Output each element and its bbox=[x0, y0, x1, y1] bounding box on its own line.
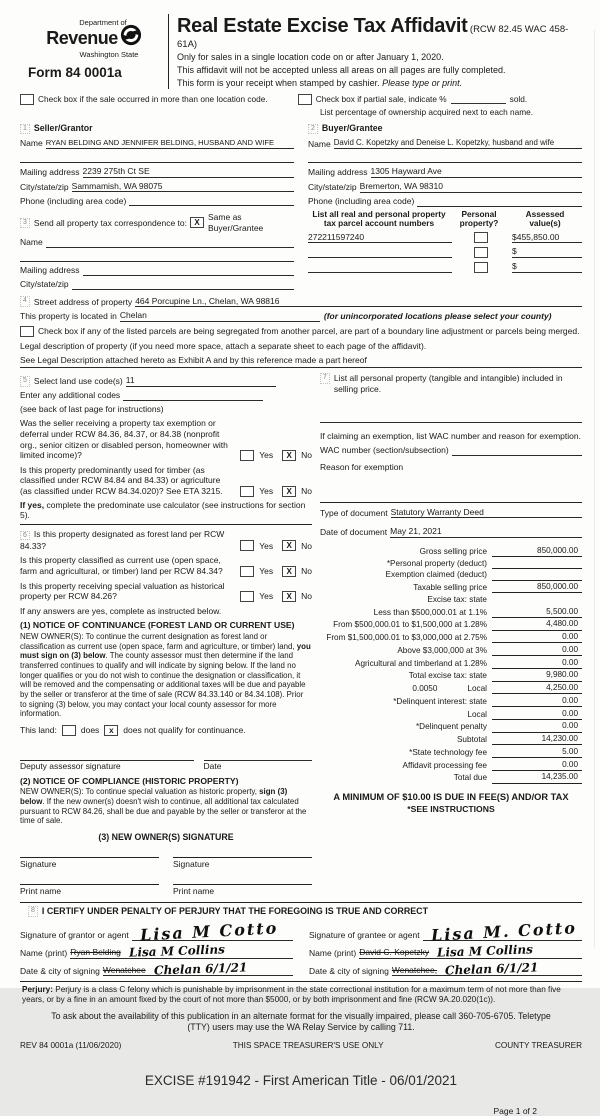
correspondence-label: Send all property tax correspondence to: bbox=[33, 217, 187, 228]
grantor-signature-field[interactable] bbox=[132, 918, 293, 945]
personal-property-checkbox[interactable] bbox=[474, 247, 488, 258]
exemption-yes-checkbox[interactable] bbox=[240, 450, 254, 461]
minimum-due-note: A MINIMUM OF $10.00 IS DUE IN FEE(S) AND/OR TAX bbox=[333, 791, 569, 802]
personal-property-note: List all personal property (tangible and intangible) included in selling price. bbox=[333, 373, 563, 394]
seller-mailing-label: Mailing address bbox=[20, 167, 80, 178]
additional-codes-label: Enter any additional codes bbox=[20, 390, 121, 401]
certification-section bbox=[20, 902, 582, 976]
title-block bbox=[168, 14, 582, 89]
tax-amount-field[interactable]: 5.00 bbox=[492, 747, 582, 758]
ownership-note: List percentage of ownership acquired next to each name. bbox=[320, 107, 534, 118]
tax-row: *Personal property (deduct) bbox=[320, 559, 582, 569]
located-in-field[interactable]: Chelan bbox=[120, 310, 320, 322]
reason-exemption-label: Reason for exemption bbox=[320, 462, 582, 503]
seller-grantor-section bbox=[20, 123, 294, 289]
question-current-use: Is this property classified as current use (open space, farm and agricultural, or timber) land per RCW 84.34? Yes X No bbox=[20, 555, 312, 576]
owner-signature-1-field[interactable]: Signature bbox=[20, 857, 159, 870]
tax-amount-field[interactable]: 14,230.00 bbox=[492, 734, 582, 745]
notice-continuance-title: (1) NOTICE OF CONTINUANCE (FOREST LAND OR CURRENT USE) bbox=[20, 620, 295, 631]
buyer-grantee-section bbox=[308, 123, 582, 289]
tax-row: From $1,500,000.01 to $3,000,000 at 2.75% 0.00 bbox=[320, 632, 582, 643]
tax-row: Affidavit processing fee 0.00 bbox=[320, 760, 582, 771]
any-yes-note: If any answers are yes, complete as instructed below. bbox=[20, 605, 222, 616]
assessor-date-label: Date bbox=[203, 760, 222, 771]
segregated-label: Check box if any of the listed parcels are being segregated from another parcel, are part of a boundary line adjustment or parcels being merged. bbox=[38, 326, 580, 337]
owner-print-name-2-field[interactable]: Print name bbox=[173, 884, 312, 897]
buyer-name-field-2[interactable] bbox=[308, 152, 582, 163]
tax-row: *Delinquent interest: state 0.00 bbox=[320, 696, 582, 707]
seller-name-label: Name bbox=[20, 138, 43, 149]
parcel-number-field[interactable] bbox=[308, 272, 452, 273]
section-number-6: 6 bbox=[20, 531, 30, 540]
buyer-city-field[interactable]: Bremerton, WA 98310 bbox=[360, 181, 582, 193]
section-number-2: 2 bbox=[308, 124, 318, 135]
tax-section bbox=[320, 373, 582, 896]
section-number-4: 4 bbox=[20, 296, 30, 307]
notice-compliance-title: (2) NOTICE OF COMPLIANCE (HISTORIC PROPERTY) bbox=[20, 775, 239, 786]
land-use-code-field[interactable]: 11 bbox=[126, 375, 276, 387]
tax-row: *State technology fee 5.00 bbox=[320, 747, 582, 758]
type-of-document-field[interactable]: Statutory Warranty Deed bbox=[391, 507, 582, 519]
correspondence-city-field[interactable] bbox=[72, 289, 294, 290]
header-note-2: This affidavit will not be accepted unless all areas on all pages are fully completed. bbox=[177, 65, 506, 76]
current-use-yes-checkbox[interactable] bbox=[240, 566, 254, 577]
exemption-no-checkbox[interactable]: X bbox=[282, 450, 296, 461]
section-number-7: 7 bbox=[320, 373, 330, 384]
parcel-row bbox=[308, 232, 582, 244]
tax-amount-field[interactable]: 0.00 bbox=[492, 645, 582, 656]
buyer-mailing-label: Mailing address bbox=[308, 167, 368, 178]
personal-property-checkbox[interactable] bbox=[474, 262, 488, 273]
continuance-qualify-row: This land: does x does not qualify for continuance. bbox=[20, 725, 246, 736]
treasurer-space-label: THIS SPACE TREASURER'S USE ONLY bbox=[232, 1040, 384, 1050]
type-of-document-label: Type of document bbox=[320, 507, 388, 518]
buyer-mailing-field[interactable]: 1305 Hayward Ave bbox=[371, 166, 582, 178]
parcel-number-field[interactable] bbox=[308, 257, 452, 258]
grantor-name-print-label: Name (print) bbox=[20, 947, 68, 958]
section-number-8: 8 bbox=[28, 906, 38, 917]
grantor-name-handwriting: Lisa M Collins bbox=[128, 942, 225, 960]
located-in-label: This property is located in bbox=[20, 311, 117, 322]
buyer-name-field[interactable]: David C. Kopetzky and Deneise L. Kopetzky, husband and wife bbox=[334, 137, 582, 149]
tax-row: From $500,000.01 to $1,500,000 at 1.28% 4,480.00 bbox=[320, 619, 582, 630]
section-number-1: 1 bbox=[20, 124, 30, 135]
dor-logo bbox=[20, 14, 168, 89]
tax-row: Total due 14,235.00 bbox=[320, 772, 582, 783]
county-note: (for unincorporated locations please select your county) bbox=[323, 311, 552, 322]
section-number-5: 5 bbox=[20, 376, 30, 387]
tax-row: Agricultural and timberland at 1.28% 0.00 bbox=[320, 658, 582, 669]
tax-row: Total excise tax: state 9,980.00 bbox=[320, 670, 582, 681]
accessibility-note: To ask about the availability of this publication in an alternate format for the visually impaired, please call 360-705-6705. Teletype (TTY) users may use the WA Relay Service by calling 711. bbox=[51, 1010, 551, 1032]
forest-no-checkbox[interactable]: X bbox=[282, 540, 296, 551]
correspondence-name-field-2[interactable] bbox=[20, 251, 294, 262]
owner-signature-2-field[interactable]: Signature bbox=[173, 857, 312, 870]
does-not-qualify-checkbox[interactable]: x bbox=[104, 725, 118, 736]
notice-compliance-text: NEW OWNER(S): To continue special valuation as historic property, sign (3) below. If the new owner(s) doesn't wish to continue, all additional tax calculated pursuant to RCW 84.26, shall be due and payable by the seller or transferor at the time of sale. bbox=[20, 787, 307, 826]
tax-amount-field[interactable] bbox=[492, 559, 582, 569]
assessed-value-field[interactable]: $455,850.00 bbox=[512, 232, 582, 244]
wac-number-field[interactable] bbox=[452, 455, 582, 456]
correspondence-name-field[interactable] bbox=[46, 247, 294, 248]
seller-phone-label: Phone (including area code) bbox=[20, 195, 127, 206]
tax-row: Exemption claimed (deduct) bbox=[320, 570, 582, 580]
grantee-date-city-label: Date & city of signing bbox=[309, 965, 389, 976]
legal-description-field[interactable]: See Legal Description attached hereto as Exhibit A and by this reference made a part hereof bbox=[20, 355, 582, 368]
page-title: Real Estate Excise Tax Affidavit bbox=[177, 15, 468, 37]
tax-amount-field[interactable]: 14,235.00 bbox=[492, 772, 582, 783]
tax-amount-field[interactable]: 4,480.00 bbox=[492, 619, 582, 630]
header-note-3: This form is your receipt when stamped by cashier. Please type or print. bbox=[177, 77, 463, 88]
buyer-phone-field[interactable] bbox=[417, 206, 582, 207]
timber-yes-checkbox[interactable] bbox=[240, 486, 254, 497]
seller-heading: Seller/Grantor bbox=[33, 123, 93, 134]
grantee-date-handwriting: Chelan 6/1/21 bbox=[444, 959, 539, 978]
same-as-buyer-checkbox[interactable]: X bbox=[190, 217, 204, 228]
tax-row: Less than $500,000.01 at 1.1% 5,500.00 bbox=[320, 607, 582, 618]
question-forest-land: 6 Is this property designated as forest land per RCW 84.33? Yes X No bbox=[20, 528, 312, 551]
additional-codes-field[interactable] bbox=[123, 400, 263, 401]
grantor-date-city-field[interactable]: Wenatchee Chelan 6/1/21 bbox=[103, 964, 293, 977]
grantee-signature-label: Signature of grantee or agent bbox=[309, 930, 420, 941]
multi-location-checkbox[interactable] bbox=[20, 94, 34, 105]
tax-row: Gross selling price 850,000.00 bbox=[320, 546, 582, 557]
tax-amount-field[interactable]: 850,000.00 bbox=[492, 582, 582, 593]
partial-sale-percent-field[interactable] bbox=[451, 95, 506, 104]
owner-print-name-1-field[interactable]: Print name bbox=[20, 884, 159, 897]
tax-amount-field[interactable]: 0.00 bbox=[492, 721, 582, 732]
tax-amount-field[interactable]: 850,000.00 bbox=[492, 546, 582, 557]
assessor-date-field[interactable] bbox=[204, 750, 312, 761]
tax-row: Excise tax: state bbox=[320, 595, 582, 605]
assessed-value-field[interactable]: $ bbox=[512, 261, 582, 273]
tax-amount-field[interactable]: 0.00 bbox=[492, 760, 582, 771]
tax-amount-field[interactable]: 0.00 bbox=[492, 709, 582, 720]
correspondence-city-label: City/state/zip bbox=[20, 278, 69, 289]
multi-location-label: Check box if the sale occurred in more than one location code. bbox=[38, 94, 268, 105]
date-of-document-label: Date of document bbox=[320, 527, 388, 538]
grantor-date-city-label: Date & city of signing bbox=[20, 965, 100, 976]
correspondence-mailing-field[interactable] bbox=[83, 275, 294, 276]
parcel-table-header: List all real and personal property tax parcel account numbers Personal property? Assessed value(s) bbox=[312, 208, 565, 229]
same-as-buyer-label: Same as Buyer/Grantee bbox=[208, 212, 264, 233]
forest-yes-checkbox[interactable] bbox=[240, 540, 254, 551]
header-note-1: Only for sales in a single location code on or after January 1, 2020. bbox=[177, 52, 444, 63]
correspondence-name-label: Name bbox=[20, 236, 43, 247]
form-number: Form 84 0001a bbox=[28, 65, 122, 81]
page-number: Page 1 of 2 bbox=[493, 1105, 537, 1116]
does-qualify-checkbox[interactable] bbox=[62, 725, 76, 736]
dept-of-label: Department of bbox=[79, 18, 127, 27]
excise-stamp: EXCISE #191942 - First American Title - 06/01/2021 bbox=[144, 1072, 458, 1088]
tax-amount-field[interactable] bbox=[492, 596, 582, 605]
certify-heading: I CERTIFY UNDER PENALTY OF PERJURY THAT THE FOREGOING IS TRUE AND CORRECT bbox=[41, 906, 428, 917]
grantee-certification bbox=[309, 920, 582, 976]
parcel-row bbox=[308, 261, 582, 273]
parcel-row bbox=[308, 246, 582, 258]
tax-row: Taxable selling price 850,000.00 bbox=[320, 582, 582, 593]
rcw-code: (RCW 82.45 WAC 458-61A) bbox=[177, 24, 569, 50]
partial-sale-sold-label: sold. bbox=[509, 94, 528, 105]
grantee-signature-handwriting: Lisa M. Cotto bbox=[430, 918, 577, 946]
new-owner-signature-rows bbox=[20, 857, 312, 896]
question-timber: Is this property predominantly used for timber (as classified under RCW 84.84 and 84.33) or agriculture (as classified under RCW 84.34.020)? See ETA 3215. Yes X No bbox=[20, 464, 312, 497]
date-of-document-field[interactable]: May 21, 2021 bbox=[390, 526, 582, 538]
perjury-note: Perjury: Perjury is a class C felony which is punishable by imprisonment in the state correctional institution for a maximum term of not more than five years, or by a fine in an amount fixed by the court of not more than $5000, or by both imprisonment and fine (RCW 9A.20.020(1c)). bbox=[20, 981, 582, 1006]
grantee-date-city-field[interactable]: Wenatchee, Chelan 6/1/21 bbox=[392, 964, 582, 977]
section-number-3: 3 bbox=[20, 218, 30, 229]
seller-city-label: City/state/zip bbox=[20, 181, 69, 192]
historic-no-checkbox[interactable]: X bbox=[282, 591, 296, 602]
buyer-heading: Buyer/Grantee bbox=[321, 123, 383, 134]
form-header bbox=[20, 14, 582, 89]
tax-amount-field[interactable]: 4,250.00 bbox=[492, 683, 582, 694]
current-use-no-checkbox[interactable]: X bbox=[282, 566, 296, 577]
tax-amount-field[interactable] bbox=[492, 571, 582, 581]
seller-mailing-field[interactable]: 2239 275th Ct SE bbox=[83, 166, 294, 178]
tax-table bbox=[320, 546, 582, 784]
grantor-certification bbox=[20, 920, 293, 976]
legal-description-label: Legal description of property (if you need more space, attach a separate sheet to each page of the affidavit). bbox=[20, 340, 427, 351]
instructions-note: (see back of last page for instructions) bbox=[20, 403, 164, 414]
tax-row: 0.0050 Local 4,250.00 bbox=[320, 683, 582, 694]
land-use-section bbox=[20, 373, 312, 896]
grantor-signature-handwriting: Lisa M Cotto bbox=[139, 918, 279, 945]
personal-property-field[interactable] bbox=[320, 412, 582, 423]
tax-amount-field[interactable]: 0.00 bbox=[492, 658, 582, 669]
top-checkbox-row bbox=[20, 94, 582, 105]
grantee-name-handwriting: Lisa M Collins bbox=[436, 942, 534, 960]
see-instructions-note: *SEE INSTRUCTIONS bbox=[407, 804, 495, 815]
grantor-signature-label: Signature of grantor or agent bbox=[20, 930, 129, 941]
street-address-label: Street address of property bbox=[33, 296, 133, 307]
tax-amount-field[interactable]: 0.00 bbox=[492, 696, 582, 707]
seller-name-field-2[interactable] bbox=[20, 152, 294, 163]
seller-phone-field[interactable] bbox=[129, 205, 294, 206]
predominate-use-note: If yes, complete the predominate use calculator (see instructions for section 5). bbox=[20, 500, 312, 525]
timber-no-checkbox[interactable]: X bbox=[282, 486, 296, 497]
tax-row: Above $3,000,000 at 3% 0.00 bbox=[320, 645, 582, 656]
partial-sale-label: Check box if partial sale, indicate % bbox=[315, 94, 447, 105]
buyer-name-label: Name bbox=[308, 138, 331, 149]
correspondence-mailing-label: Mailing address bbox=[20, 264, 80, 275]
grantee-name-print-field[interactable]: David C. Kopetzky Lisa M Collins bbox=[359, 946, 582, 959]
grantee-signature-field[interactable] bbox=[423, 918, 582, 946]
new-owner-signature-title: (3) NEW OWNER(S) SIGNATURE bbox=[98, 831, 234, 842]
tax-row: *Delinquent penalty 0.00 bbox=[320, 721, 582, 732]
tax-amount-field[interactable]: 0.00 bbox=[492, 632, 582, 643]
buyer-phone-label: Phone (including area code) bbox=[308, 195, 415, 206]
tax-row: Local 0.00 bbox=[320, 709, 582, 720]
grantor-date-handwriting: Chelan 6/1/21 bbox=[153, 959, 248, 978]
deputy-assessor-row bbox=[20, 750, 312, 772]
street-address-field[interactable]: 464 Porcupine Ln., Chelan, WA 98816 bbox=[135, 296, 582, 308]
buyer-city-label: City/state/zip bbox=[308, 181, 357, 192]
personal-property-checkbox[interactable] bbox=[474, 232, 488, 243]
question-historic: Is this property receiving special valuation as historical property per RCW 84.26? Yes X No bbox=[20, 580, 312, 602]
property-location-section bbox=[20, 296, 582, 369]
notice-continuance-text: NEW OWNER(S): To continue the current designation as forest land or classification as current use (open space, farm and agriculture, or timber) land, you must sign on (3) below. The county assessor must then determine if the land transferred continues to qualify and will indicate by signing below. If the land no longer qualifies or you do not wish to continue the designation or classification, it will be removed and the compensating or additional taxes will be due and payable by the seller or transferor at the time of sale (RCW 84.33.140 or 84.34.108). Prior to signing (3) below, you may contact your local county assessor for more information. bbox=[20, 632, 311, 719]
deputy-assessor-label: Deputy assessor signature bbox=[20, 760, 121, 771]
revenue-swirl-icon bbox=[120, 24, 142, 46]
footer-row bbox=[20, 1041, 582, 1051]
question-exemption: Was the seller receiving a property tax exemption or deferral under RCW 84.36, 84.37, or 84.38 (nonprofit org., senior citizen or disabled person, homeowner with limited income)? Yes X No bbox=[20, 418, 312, 461]
grantor-name-print-field[interactable]: Ryan Belding Lisa M Collins bbox=[70, 946, 293, 959]
historic-yes-checkbox[interactable] bbox=[240, 591, 254, 602]
washington-state-label: Washington State bbox=[79, 49, 139, 59]
partial-sale-checkbox[interactable] bbox=[298, 94, 312, 105]
parcel-number-field[interactable]: 272211597240 bbox=[308, 232, 452, 244]
segregated-checkbox[interactable] bbox=[20, 326, 34, 337]
wac-number-label: WAC number (section/subsection) bbox=[320, 445, 449, 456]
tax-amount-field[interactable]: 5,500.00 bbox=[492, 607, 582, 618]
tax-amount-field[interactable]: 9,980.00 bbox=[492, 670, 582, 681]
revenue-wordmark: Revenue bbox=[46, 28, 118, 49]
seller-name-field[interactable]: RYAN BELDING AND JENNIFER BELDING, HUSBAND AND WIFE bbox=[46, 137, 294, 149]
rev-form-id: REV 84 0001a (11/06/2020) bbox=[20, 1040, 122, 1050]
grantee-name-print-label: Name (print) bbox=[309, 947, 357, 958]
land-use-code-label: Select land use code(s) bbox=[33, 376, 123, 387]
tax-row: Subtotal 14,230.00 bbox=[320, 734, 582, 745]
seller-city-field[interactable]: Sammamish, WA 98075 bbox=[72, 181, 294, 193]
deputy-assessor-signature-field[interactable] bbox=[20, 750, 194, 761]
county-treasurer-label: COUNTY TREASURER bbox=[494, 1040, 582, 1050]
exemption-wac-note: If claiming an exemption, list WAC number and reason for exemption. bbox=[320, 431, 581, 442]
assessed-value-field[interactable]: $ bbox=[512, 246, 582, 258]
